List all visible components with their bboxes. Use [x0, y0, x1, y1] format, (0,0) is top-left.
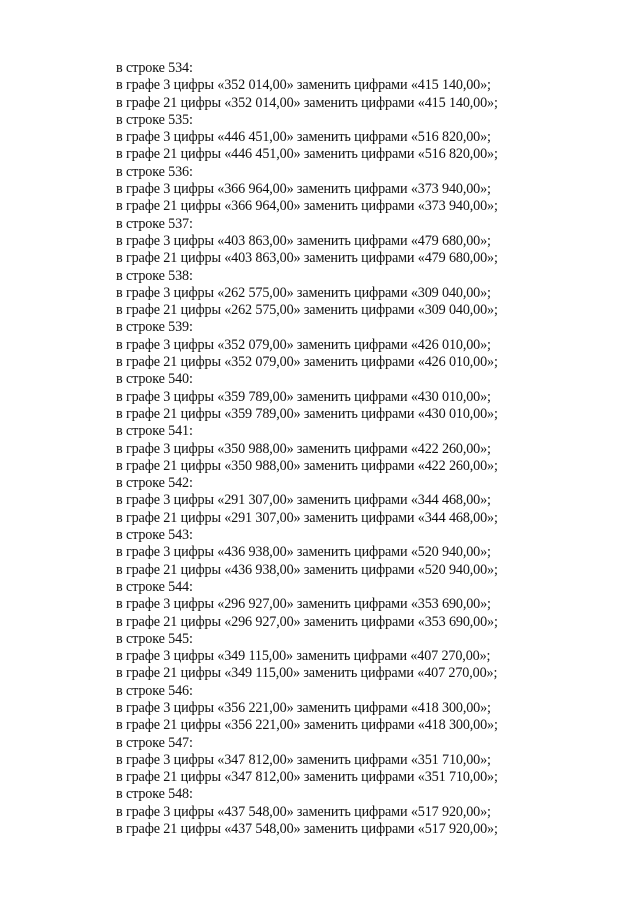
column-3-amendment: в графе 3 цифры «349 115,00» заменить цифрами «407 270,00»;	[116, 648, 491, 665]
column-3-amendment: в графе 3 цифры «436 938,00» заменить цифрами «520 940,00»;	[116, 544, 491, 561]
column-21-amendment: в графе 21 цифры «403 863,00» заменить цифрами «479 680,00»;	[116, 250, 498, 267]
column-21-amendment: в графе 21 цифры «262 575,00» заменить цифрами «309 040,00»;	[116, 302, 498, 319]
column-21-amendment: в графе 21 цифры «366 964,00» заменить цифрами «373 940,00»;	[116, 198, 498, 215]
document-body	[116, 60, 616, 838]
column-21-amendment: в графе 21 цифры «436 938,00» заменить цифрами «520 940,00»;	[116, 561, 498, 578]
column-21-amendment: в графе 21 цифры «352 014,00» заменить цифрами «415 140,00»;	[116, 94, 498, 111]
column-3-amendment: в графе 3 цифры «366 964,00» заменить цифрами «373 940,00»;	[116, 181, 491, 198]
column-3-amendment: в графе 3 цифры «446 451,00» заменить цифрами «516 820,00»;	[116, 129, 491, 146]
row-heading: в строке 538:	[116, 267, 193, 284]
column-3-amendment: в графе 3 цифры «352 079,00» заменить цифрами «426 010,00»;	[116, 336, 491, 353]
row-heading: в строке 534:	[116, 60, 193, 76]
column-21-amendment: в графе 21 цифры «352 079,00» заменить цифрами «426 010,00»;	[116, 354, 498, 371]
column-21-amendment: в графе 21 цифры «359 789,00» заменить цифрами «430 010,00»;	[116, 405, 498, 422]
row-heading: в строке 541:	[116, 423, 193, 440]
column-21-amendment: в графе 21 цифры «347 812,00» заменить цифрами «351 710,00»;	[116, 769, 498, 786]
row-heading: в строке 545:	[116, 630, 193, 647]
column-21-amendment: в графе 21 цифры «437 548,00» заменить цифрами «517 920,00»;	[116, 821, 498, 838]
column-21-amendment: в графе 21 цифры «291 307,00» заменить цифрами «344 468,00»;	[116, 509, 498, 526]
row-heading: в строке 540:	[116, 371, 193, 388]
column-3-amendment: в графе 3 цифры «291 307,00» заменить цифрами «344 468,00»;	[116, 492, 491, 509]
column-3-amendment: в графе 3 цифры «352 014,00» заменить цифрами «415 140,00»;	[116, 77, 491, 94]
column-3-amendment: в графе 3 цифры «437 548,00» заменить цифрами «517 920,00»;	[116, 803, 491, 820]
column-21-amendment: в графе 21 цифры «350 988,00» заменить цифрами «422 260,00»;	[116, 457, 498, 474]
row-heading: в строке 543:	[116, 527, 193, 544]
column-3-amendment: в графе 3 цифры «262 575,00» заменить цифрами «309 040,00»;	[116, 284, 491, 301]
column-21-amendment: в графе 21 цифры «296 927,00» заменить цифрами «353 690,00»;	[116, 613, 498, 630]
column-3-amendment: в графе 3 цифры «347 812,00» заменить цифрами «351 710,00»;	[116, 751, 491, 768]
column-3-amendment: в графе 3 цифры «296 927,00» заменить цифрами «353 690,00»;	[116, 596, 491, 613]
column-3-amendment: в графе 3 цифры «403 863,00» заменить цифрами «479 680,00»;	[116, 232, 491, 249]
row-heading: в строке 537:	[116, 215, 193, 232]
row-heading: в строке 535:	[116, 111, 193, 128]
column-3-amendment: в графе 3 цифры «359 789,00» заменить цифрами «430 010,00»;	[116, 388, 491, 405]
column-21-amendment: в графе 21 цифры «356 221,00» заменить цифрами «418 300,00»;	[116, 717, 498, 734]
row-heading: в строке 547:	[116, 734, 193, 751]
row-heading: в строке 539:	[116, 319, 193, 336]
row-heading: в строке 536:	[116, 163, 193, 180]
row-heading: в строке 544:	[116, 578, 193, 595]
column-3-amendment: в графе 3 цифры «350 988,00» заменить цифрами «422 260,00»;	[116, 440, 491, 457]
column-21-amendment: в графе 21 цифры «349 115,00» заменить цифрами «407 270,00»;	[116, 665, 498, 682]
row-heading: в строке 546:	[116, 682, 193, 699]
row-heading: в строке 542:	[116, 475, 193, 492]
column-21-amendment: в графе 21 цифры «446 451,00» заменить цифрами «516 820,00»;	[116, 146, 498, 163]
column-3-amendment: в графе 3 цифры «356 221,00» заменить цифрами «418 300,00»;	[116, 699, 491, 716]
row-heading: в строке 548:	[116, 786, 193, 803]
